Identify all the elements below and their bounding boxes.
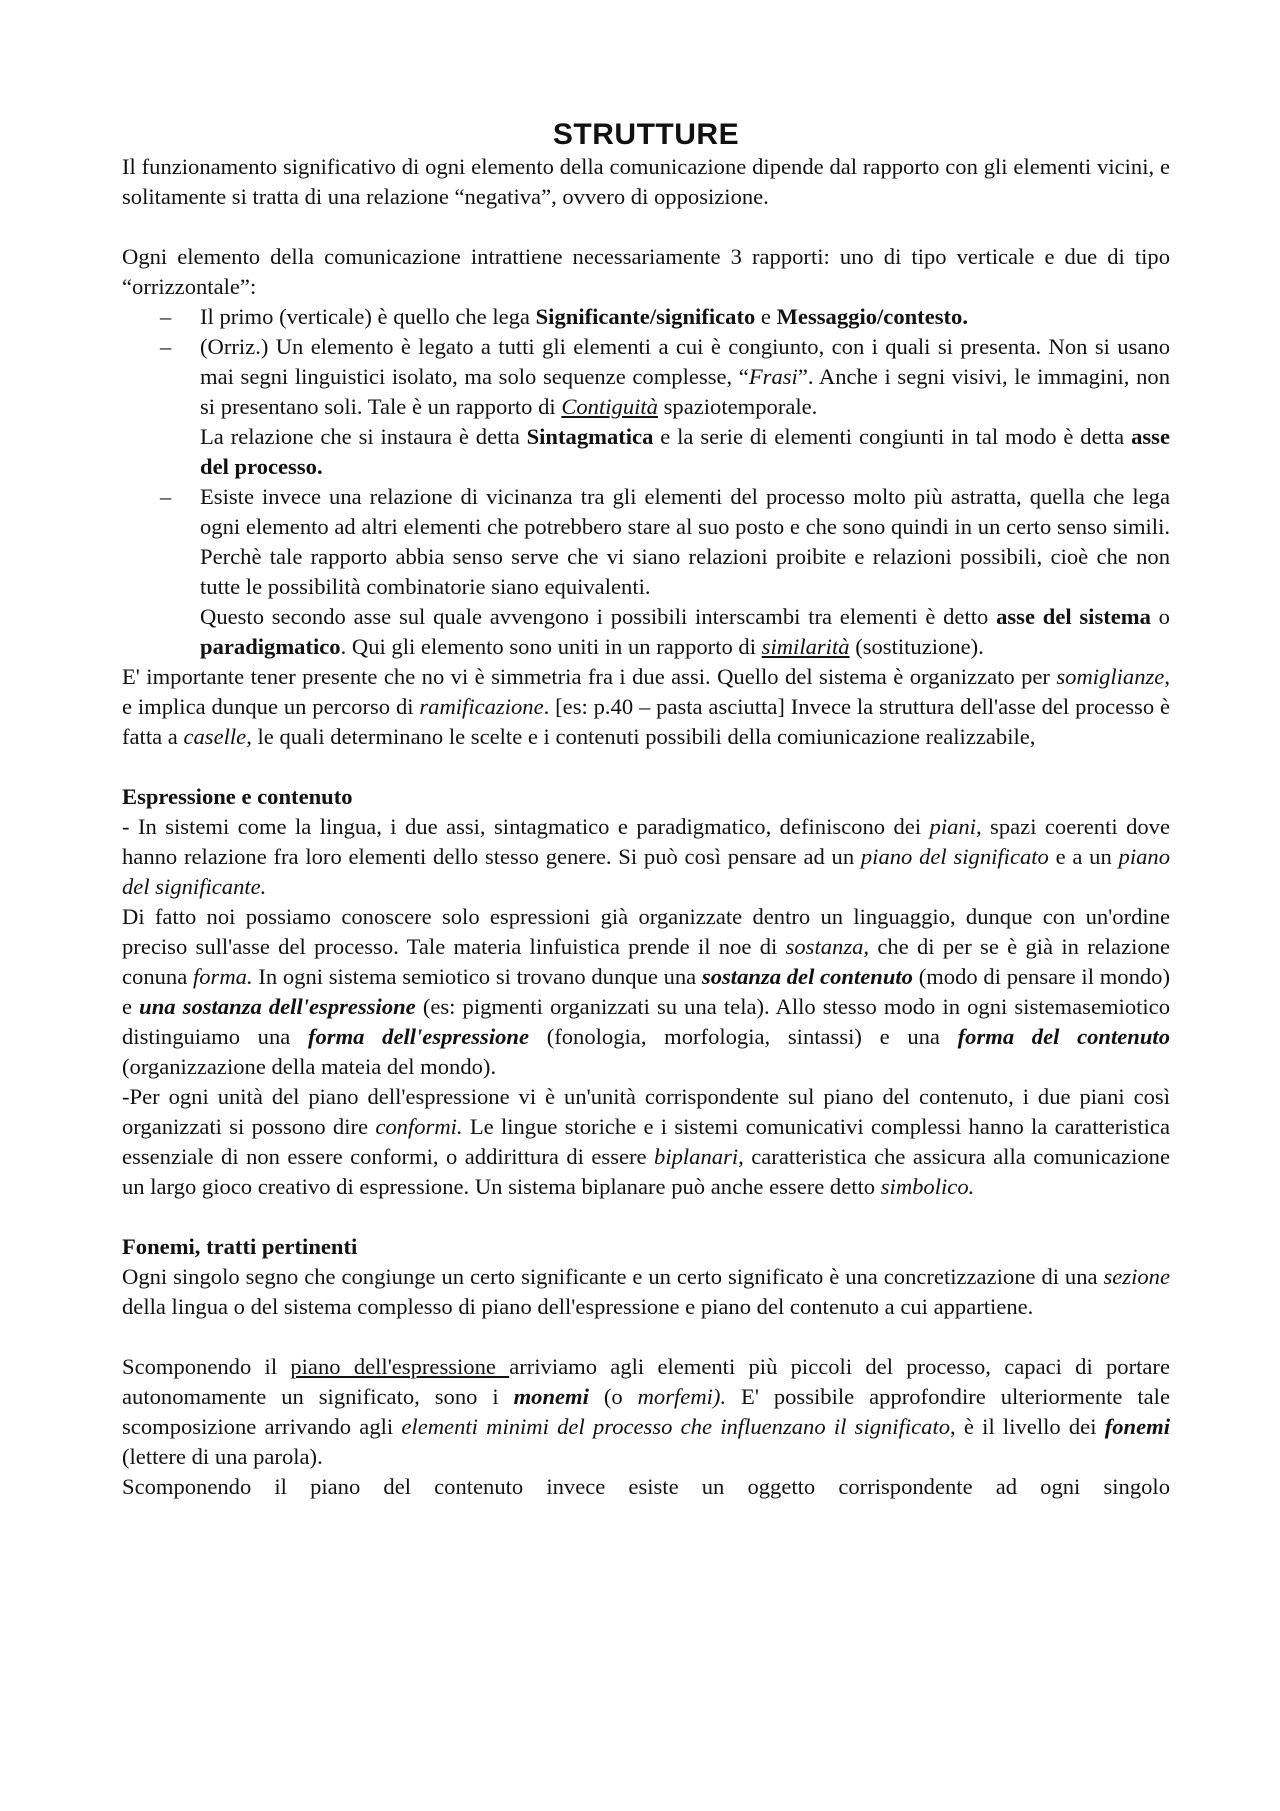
paragraph: - In sistemi come la lingua, i due assi, sintagmatico e paradigmatico, definiscono dei piani, spazi coerenti dove hanno relazione fra loro elementi dello stesso genere. Si può così pensare ad un piano del significato e a un piano del significante. [122,814,1171,899]
paragraph: -Per ogni unità del piano dell'espressione vi è un'unità corrispondente sul piano del contenuto, i due piani così organizzati si possono dire conformi. Le lingue storiche e i sistemi comunicativi complessi hanno la caratteristica essenziale di non essere conformi, o addirittura di essere biplanari, caratteristica che assicura alla comunicazione un largo gioco creativo di espressione. Un sistema biplanare può anche essere detto simbolico. [122,1084,1170,1199]
list-item: – Il primo (verticale) è quello che lega Significante/significato e Messaggio/contesto. [122,302,1170,332]
list-item-text: Esiste invece una relazione di vicinanza tra gli elementi del processo molto più astratta, quella che lega ogni elemento ad altri elementi che potrebbero stare al suo posto e che sono quindi in un certo senso simili. Perchè tale rapporto abbia senso serve che vi siano relazioni proibite e relazioni possibili, cioè che non tutte le possibilità combinatorie siano equivalenti. [200,484,1170,599]
paragraph: Di fatto noi possiamo conoscere solo espressioni già organizzate dentro un linguaggio, dunque con un'ordine preciso sull'asse del processo. Tale materia linfuistica prende il noe di sostanza, che di per se è già in relazione conuna forma. In ogni sistema semiotico si trovano dunque una sostanza del contenuto (modo di pensare il mondo) e una sostanza dell'espressione (es: pigmenti organizzati su una tela). Allo stesso modo in ogni sistemasemiotico distinguiamo una forma dell'espressione (fonologia, morfologia, sintassi) e una forma del contenuto (organizzazione della mateia del mondo). [122,904,1170,1079]
paragraph: Scomponendo il piano del contenuto invece esiste un oggetto corrispondente ad ogni singolo [122,1474,1170,1499]
document-page [122,118,1170,1502]
spacer [122,1322,1170,1352]
list-item-text: (Orriz.) Un elemento è legato a tutti gli elementi a cui è congiunto, con i quali si presenta. Non si usano mai segni linguistici isolato, ma solo sequenze complesse, “Frasi”. Anche i segni visivi, le immagini, non si presentano soli. Tale è un rapporto di Contiguità spaziotemporale. [200,334,1170,419]
section-heading: Espressione e contenuto [122,784,353,809]
paragraph: Ogni singolo segno che congiunge un certo significante e un certo significato è una concretizzazione di una sezione della lingua o del sistema complesso di piano dell'espressione e piano del contenuto a cui appartiene. [122,1264,1170,1319]
intro-paragraph-1: Il funzionamento significativo di ogni elemento della comunicazione dipende dal rapporto con gli elementi vicini, e solitamente si tratta di una relazione “negativa”, ovvero di opposizione. [122,154,1170,209]
spacer [122,752,1170,782]
intro-paragraph-2: Ogni elemento della comunicazione intrattiene necessariamente 3 rapporti: uno di tipo verticale e due di tipo “orrizzontale”: [122,244,1170,299]
paragraph: Scomponendo il piano dell'espressione arriviamo agli elementi più piccoli del processo, capaci di portare autonomamente un significato, sono i monemi (o morfemi). E' possibile approfondire ulteriormente tale scomposizione arrivando agli elementi minimi del processo che influenzano il significato, è il livello dei fonemi (lettere di una parola). [122,1354,1170,1469]
dash-bullet: – [160,304,172,329]
page-title: STRUTTURE [552,118,740,151]
spacer [122,1202,1170,1232]
list-item [122,332,1170,482]
list-item-text: La relazione che si instaura è detta Sintagmatica e la serie di elementi congiunti in tal modo è detta asse del processo. [200,424,1170,479]
section-heading: Fonemi, tratti pertinenti [122,1234,358,1259]
dash-bullet: – [160,484,172,509]
paragraph-assi: E' importante tener presente che no vi è simmetria fra i due assi. Quello del sistema è organizzato per somiglianze, e implica dunque un percorso di ramificazione. [es: p.40 – pasta asciutta] Invece la struttura dell'asse del processo è fatta a caselle, le quali determinano le scelte e i contenuti possibili della comiunicazione realizzabile, [122,664,1170,749]
relations-list [122,302,1170,662]
list-item [122,482,1170,662]
dash-bullet: – [160,334,172,359]
spacer [122,212,1170,242]
list-item-text: Questo secondo asse sul quale avvengono i possibili interscambi tra elementi è detto asse del sistema o paradigmatico. Qui gli elemento sono uniti in un rapporto di similarità (sostituzione). [200,604,1170,659]
